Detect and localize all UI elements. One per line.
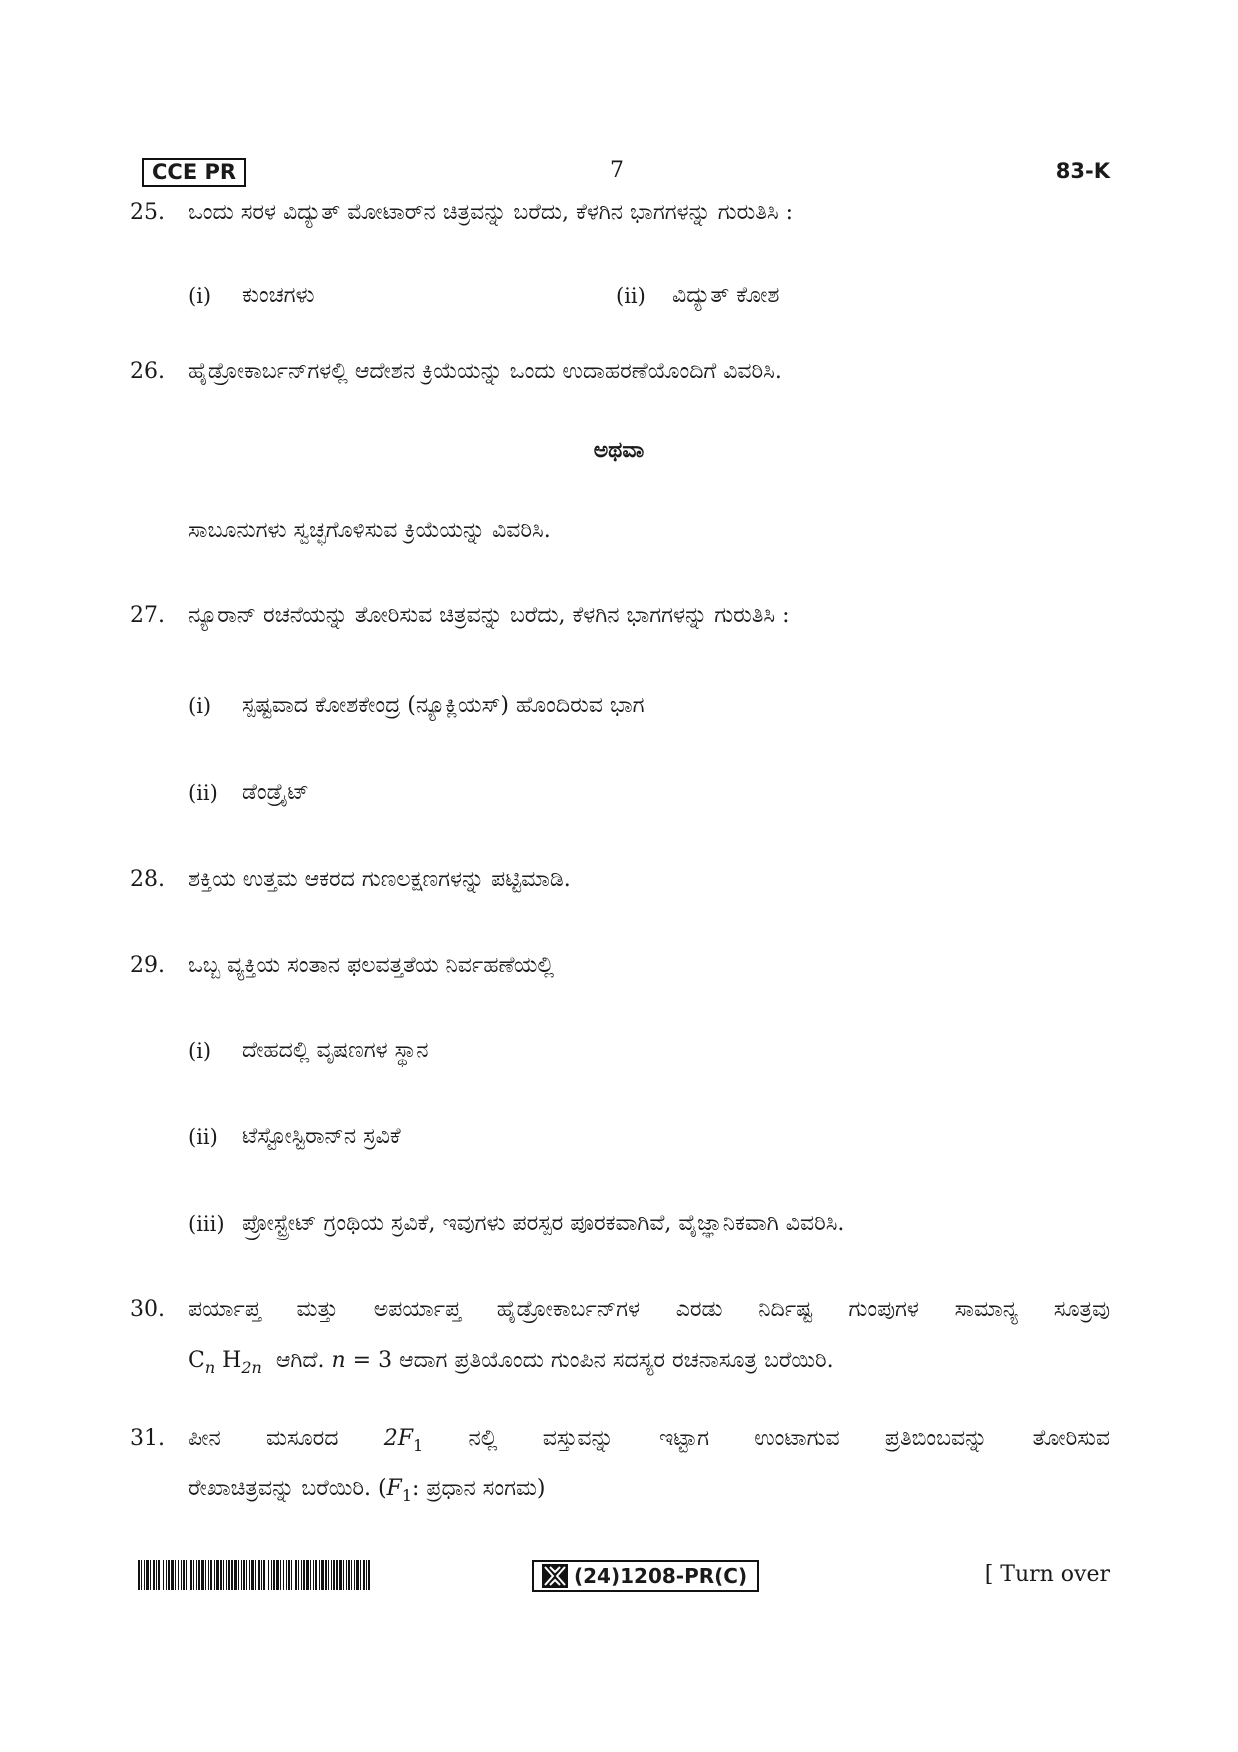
question-number: 25.: [130, 200, 165, 225]
barcode: [138, 1560, 372, 1590]
question-number: 26.: [130, 359, 165, 384]
qr-mark-icon: [542, 1564, 568, 1588]
sub-item-number: (ii): [188, 1125, 218, 1149]
question-text: ಒಂದು ಸರಳ ವಿದ್ಯುತ್ ಮೋಟಾರ್‌ನ ಚಿತ್ರವನ್ನು ಬರೆದು, ಕೆಳಗಿನ ಭಾಗಗಳನ್ನು ಗುರುತಿಸಿ :: [188, 200, 794, 225]
sub-item-text: ಟೆಸ್ಟೋಸ್ಟಿರಾನ್‌ನ ಸ್ರವಿಕೆ: [242, 1124, 401, 1149]
question-text: ಒಬ್ಬ ವ್ಯಕ್ತಿಯ ಸಂತಾನ ಫಲವತ್ತತೆಯ ನಿರ್ವಹಣೆಯಲ್ಲಿ: [188, 953, 555, 978]
sub-item-text: ಪ್ರೋಸ್ಟ್ರೇಟ್ ಗ್ರಂಥಿಯ ಸ್ರವಿಕೆ, ಇವುಗಳು ಪರಸ್ಪರ ಪೂರಕವಾಗಿವೆ, ವೈಜ್ಞಾನಿಕವಾಗಿ ವಿವರಿಸಿ.: [242, 1211, 845, 1236]
sub-item-text: ವಿದ್ಯುತ್ ಕೋಶ: [672, 283, 780, 308]
sub-item-number: (ii): [616, 284, 646, 308]
question-number: 30.: [130, 1297, 165, 1322]
question-number: 27.: [130, 603, 165, 628]
question-number: 29.: [130, 953, 165, 978]
sub-item-number: (i): [188, 1039, 212, 1063]
question-text-line-2: ರೇಖಾಚಿತ್ರವನ್ನು ಬರೆಯಿರಿ. ($F_1$: ಪ್ರಧಾನ ಸಂಗಮ): [188, 1476, 546, 1505]
barcode-graphic: [138, 1560, 372, 1590]
subject-code: 83-K: [1055, 159, 1110, 183]
question-text: ಶಕ್ತಿಯ ಉತ್ತಮ ಆಕರದ ಗುಣಲಕ್ಷಣಗಳನ್ನು ಪಟ್ಟಿಮಾಡಿ.: [188, 867, 571, 892]
sub-item-text: ಸ್ಪಷ್ಟವಾದ ಕೋಶಕೇಂದ್ರ (ನ್ಯೂಕ್ಲಿಯಸ್) ಹೊಂದಿರುವ ಭಾಗ: [242, 693, 645, 718]
exam-code-box: CCE PR: [142, 158, 246, 187]
formula: $C_n$ $H_{2n}$: [188, 1348, 262, 1377]
question-text-line-2: $C_n$ $H_{2n}$ ಆಗಿದೆ. n = 3 ಆದಾಗ ಪ್ರತಿಯೊಂದು ಗುಂಪಿನ ಸದಸ್ಯರ ರಚನಾಸೂತ್ರ ಬರೆಯಿರಿ.: [188, 1348, 834, 1377]
question-number: 31.: [130, 1426, 165, 1451]
question-number: 28.: [130, 867, 165, 892]
turn-over-note: [ Turn over: [984, 1562, 1110, 1587]
sub-item-text: ಕುಂಚಗಳು: [242, 283, 315, 308]
or-separator: ಅಥವಾ: [593, 437, 645, 463]
sub-item-text: ಡೆಂಡ್ರೈಟ್: [242, 780, 309, 805]
question-text-line-1: ಪರ್ಯಾಪ್ತ ಮತ್ತು ಅಪರ್ಯಾಪ್ತ ಹೈಡ್ರೋಕಾರ್ಬನ್‌ಗಳ ಎರಡು ನಿರ್ದಿಷ್ಟ ಗುಂಪುಗಳ ಸಾಮಾನ್ಯ ಸೂತ್ರವು: [188, 1297, 1110, 1322]
question-text-line-1: ಪೀನ ಮಸೂರದ $2F_1$ ನಲ್ಲಿ ವಸ್ತುವನ್ನು ಇಟ್ಟಾಗ ಉಂಟಾಗುವ ಪ್ರತಿಬಿಂಬವನ್ನು ತೋರಿಸುವ: [188, 1426, 1110, 1455]
sub-item-number: (ii): [188, 781, 218, 805]
sub-item-number: (i): [188, 694, 212, 718]
paper-code-box: [532, 1560, 759, 1592]
question-text: ನ್ಯೂರಾನ್ ರಚನೆಯನ್ನು ತೋರಿಸುವ ಚಿತ್ರವನ್ನು ಬರೆದು, ಕೆಳಗಿನ ಭಾಗಗಳನ್ನು ಗುರುತಿಸಿ :: [188, 603, 790, 628]
sub-item-text: ದೇಹದಲ್ಲಿ ವೃಷಣಗಳ ಸ್ಥಾನ: [242, 1038, 429, 1063]
page-number: 7: [610, 158, 624, 183]
alternative-question-text: ಸಾಬೂನುಗಳು ಸ್ವಚ್ಛಗೊಳಿಸುವ ಕ್ರಿಯೆಯನ್ನು ವಿವರಿಸಿ.: [188, 518, 551, 543]
page-header: [142, 158, 1110, 188]
sub-item-number: (iii): [188, 1212, 225, 1236]
sub-item-number: (i): [188, 284, 212, 308]
paper-code: (24)1208-PR(C): [574, 1564, 748, 1588]
question-text: ಹೈಡ್ರೋಕಾರ್ಬನ್‌ಗಳಲ್ಲಿ ಆದೇಶನ ಕ್ರಿಯೆಯನ್ನು ಒಂದು ಉದಾಹರಣೆಯೊಂದಿಗೆ ವಿವರಿಸಿ.: [188, 359, 782, 384]
